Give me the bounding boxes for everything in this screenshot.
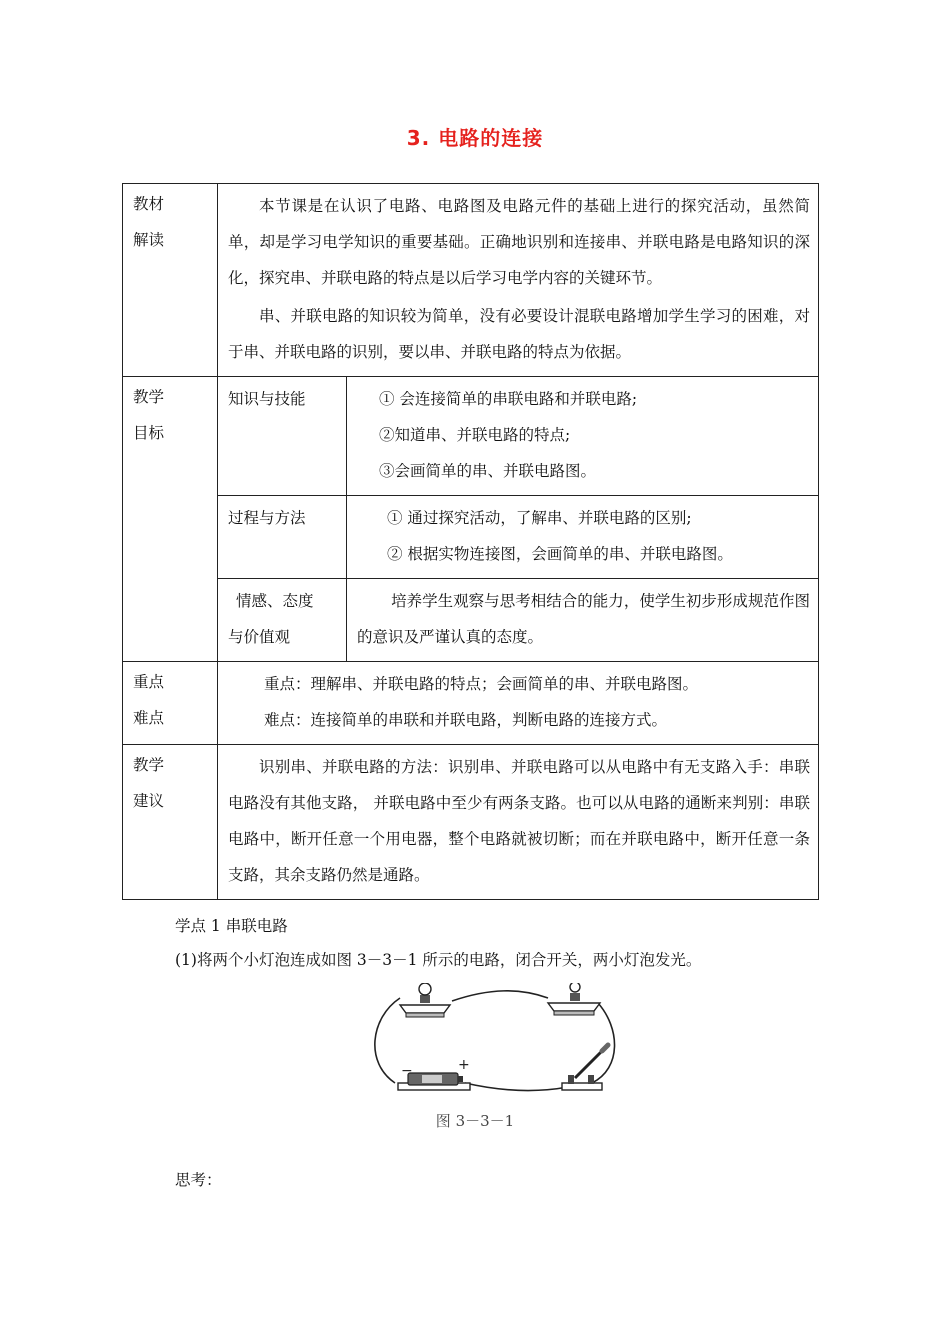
jianyi-content [218,745,819,900]
circuit-wire [465,1083,568,1090]
instruction-text: (1)将两个小灯泡连成如图 3－3－1 所示的电路，闭合开关，两小灯泡发光。 [175,951,702,969]
battery-plus-label: + [458,1057,470,1073]
table-row [123,184,819,377]
circuit-wire [452,991,548,1001]
table-row [123,662,819,745]
difficult-point: 难点：连接简单的串联和并联电路，判断电路的连接方式。 [264,711,668,729]
jiaocai-paragraph: 串、并联电路的知识较为简单，没有必要设计混联电路增加学生学习的困难，对于串、并联电路的识别，要以串、并联电路的特点为依据。 [228,307,810,361]
think-label: 思考： [175,1171,222,1189]
series-circuit-figure [370,983,620,1108]
section-heading: 学点 1 串联电路 [175,917,288,935]
row-header-zhongdian: 重点 难点 [123,662,218,745]
switch-icon [562,1045,608,1090]
process-item: ① 通过探究活动，了解串、并联电路的区别; [387,509,692,527]
knowledge-label: 知识与技能 [218,377,347,496]
lesson-plan-table [122,183,819,900]
figure-caption: 图 3－3－1 [435,1112,515,1130]
row-header-jiaocai: 教材 解读 [123,184,218,377]
table-row [123,745,819,900]
row-header-mubiao: 教学 目标 [123,377,218,662]
battery-minus-label: − [401,1063,413,1079]
emotion-label: 情感、态度 与价值观 [218,579,347,662]
table-row [123,579,819,662]
knowledge-item: ③会画简单的串、并联电路图。 [379,462,597,480]
process-item: ② 根据实物连接图，会画简单的串、并联电路图。 [387,545,733,563]
emotion-content [347,579,819,662]
circuit-wire [592,1003,615,1083]
knowledge-item: ②知道串、并联电路的特点; [379,426,571,444]
row-header-jianyi: 教学 建议 [123,745,218,900]
jiaocai-content [218,184,819,377]
knowledge-item: ① 会连接简单的串联电路和并联电路; [379,390,638,408]
emotion-text: 培养学生观察与思考相结合的能力，使学生初步形成规范作图的意识及严谨认真的态度。 [357,592,810,646]
jiaocai-paragraph: 本节课是在认识了电路、电路图及电路元件的基础上进行的探究活动，虽然简单，却是学习电学知识的重要基础。正确地识别和连接串、并联电路是电路知识的深化，探究串、并联电路的特点是以后学习电学内容的关键环节。 [228,197,810,287]
process-content [347,496,819,579]
knowledge-content [347,377,819,496]
page-title: 3. 电路的连接 [406,126,544,150]
key-point: 重点：理解串、并联电路的特点；会画简单的串、并联电路图。 [264,675,699,693]
table-row [123,496,819,579]
table-row [123,377,819,496]
bulb-icon [400,983,450,1017]
process-label: 过程与方法 [218,496,347,579]
zhongdian-content [218,662,819,745]
bulb-icon [548,983,600,1015]
circuit-wire [375,998,400,1083]
jianyi-text: 识别串、并联电路的方法：识别串、并联电路可以从电路中有无支路入手：串联电路没有其他支路， 并联电路中至少有两条支路。也可以从电路的通断来判别：串联电路中，断开任意一个用电器，整个电路就被切断；而在并联电路中，断开任意一条支路，其余支路仍然是通路。 [228,758,810,884]
